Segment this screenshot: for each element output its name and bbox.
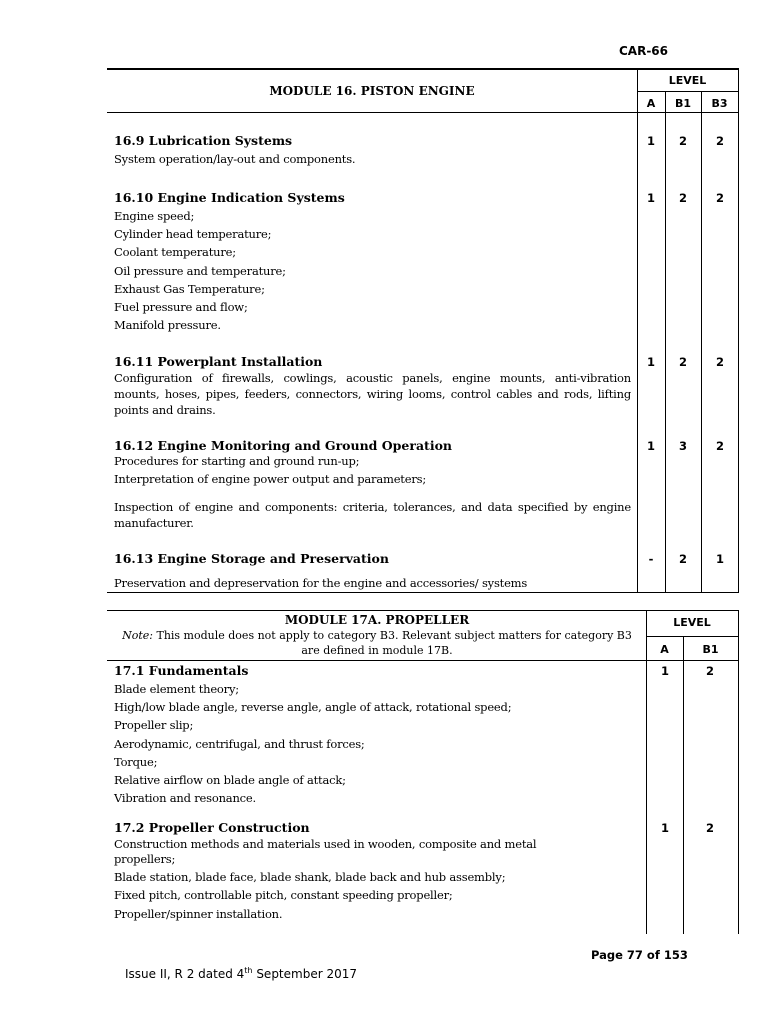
list-item: Blade element theory; [114, 682, 239, 696]
top-border [107, 610, 739, 611]
list-item: Torque; [114, 755, 158, 769]
list-item: Aerodynamic, centrifugal, and thrust forces; [114, 737, 365, 751]
list-item: Interpretation of engine power output and parameters; [114, 472, 427, 486]
col-header-b3: B3 [711, 97, 728, 110]
level-header: LEVEL [673, 616, 711, 629]
level-b1: 2 [678, 552, 687, 566]
col-divider-a [637, 69, 638, 593]
section-17-2-title: 17.2 Propeller Construction [114, 820, 310, 835]
level-b1: 2 [678, 355, 687, 369]
section-paragraph: Configuration of firewalls, cowlings, acoustic panels, engine mounts, anti-vibration mounts, hoses, pipes, feeders, connectors, wiring looms, control cables and rods, lifting points and drains. [114, 371, 631, 417]
module16-title: MODULE 16. PISTON ENGINE [269, 84, 475, 98]
level-a: 1 [660, 664, 669, 678]
list-item: Exhaust Gas Temperature; [114, 282, 265, 296]
issue-suffix: September 2017 [252, 967, 357, 981]
list-item: Relative airflow on blade angle of attack; [114, 773, 346, 787]
level-b1: 2 [678, 134, 687, 148]
list-item: Preservation and depreservation for the engine and accessories/ systems [114, 576, 528, 590]
col-header-b1: B1 [702, 643, 719, 656]
section-paragraph: Inspection of engine and components: criteria, tolerances, and data specified by engine manufacturer. [114, 500, 631, 530]
level-b3: 2 [715, 134, 724, 148]
level-a: 1 [660, 821, 669, 835]
page-number: Page 77 of 153 [591, 948, 688, 962]
list-item: Cylinder head temperature; [114, 227, 272, 241]
header-bottom-border [107, 112, 739, 113]
list-item: Vibration and resonance. [114, 791, 256, 805]
right-border [738, 69, 739, 593]
list-item: Construction methods and materials used in wooden, composite and metal [114, 837, 537, 851]
col-divider-b1 [665, 91, 666, 593]
level-a: 1 [646, 191, 655, 205]
level-b1: 2 [705, 664, 714, 678]
section-16-10-title: 16.10 Engine Indication Systems [114, 190, 345, 205]
section-16-9-title: 16.9 Lubrication Systems [114, 133, 293, 148]
col-header-a: A [660, 643, 669, 656]
list-item: Propeller/spinner installation. [114, 907, 283, 921]
level-b3: 1 [715, 552, 724, 566]
level-b1: 2 [705, 821, 714, 835]
level-a: 1 [646, 134, 655, 148]
level-header: LEVEL [668, 74, 707, 87]
level-a: 1 [646, 439, 655, 453]
issue-sup: th [244, 966, 253, 975]
header-bottom-border [107, 660, 739, 661]
level-divider [637, 91, 739, 92]
list-item: Propeller slip; [114, 718, 194, 732]
section-17-1-title: 17.1 Fundamentals [114, 663, 249, 678]
module17-note [114, 628, 640, 658]
document-code: CAR-66 [618, 44, 668, 58]
section-16-12-title: 16.12 Engine Monitoring and Ground Operation [114, 438, 452, 453]
level-divider [646, 636, 739, 637]
issue-prefix: Issue II, R 2 dated 4 [125, 967, 245, 981]
list-item: Procedures for starting and ground run-up; [114, 454, 360, 468]
list-item: Fuel pressure and flow; [114, 300, 248, 314]
level-b3: 2 [715, 439, 724, 453]
col-header-b1: B1 [674, 97, 692, 110]
list-item: Blade station, blade face, blade shank, blade back and hub assembly; [114, 870, 506, 884]
issue-date [125, 966, 357, 981]
col-divider-a [646, 610, 647, 934]
note-label: Note: [122, 629, 153, 642]
list-item: Manifold pressure. [114, 318, 221, 332]
list-item: High/low blade angle, reverse angle, angle of attack, rotational speed; [114, 700, 512, 714]
section-16-13-title: 16.13 Engine Storage and Preservation [114, 551, 389, 566]
col-divider-b1 [683, 636, 684, 934]
list-item: Engine speed; [114, 209, 195, 223]
col-header-a: A [646, 97, 656, 110]
list-item: Oil pressure and temperature; [114, 264, 286, 278]
bottom-border [107, 592, 739, 593]
level-a: - [648, 552, 654, 566]
col-divider-b3 [701, 91, 702, 593]
level-b1: 3 [678, 439, 687, 453]
top-border [107, 68, 739, 70]
list-item: propellers; [114, 852, 176, 866]
list-item: Coolant temperature; [114, 245, 236, 259]
note-text: This module does not apply to category B3. Relevant subject matters for category B3 are defined in module 17B. [152, 629, 632, 657]
level-b1: 2 [678, 191, 687, 205]
list-item: Fixed pitch, controllable pitch, constant speeding propeller; [114, 888, 453, 902]
module17-title: MODULE 17A. PROPELLER [284, 613, 470, 627]
level-a: 1 [646, 355, 655, 369]
list-item: System operation/lay-out and components. [114, 152, 356, 166]
right-border [738, 610, 739, 934]
section-16-11-title: 16.11 Powerplant Installation [114, 354, 323, 369]
level-b3: 2 [715, 191, 724, 205]
level-b3: 2 [715, 355, 724, 369]
